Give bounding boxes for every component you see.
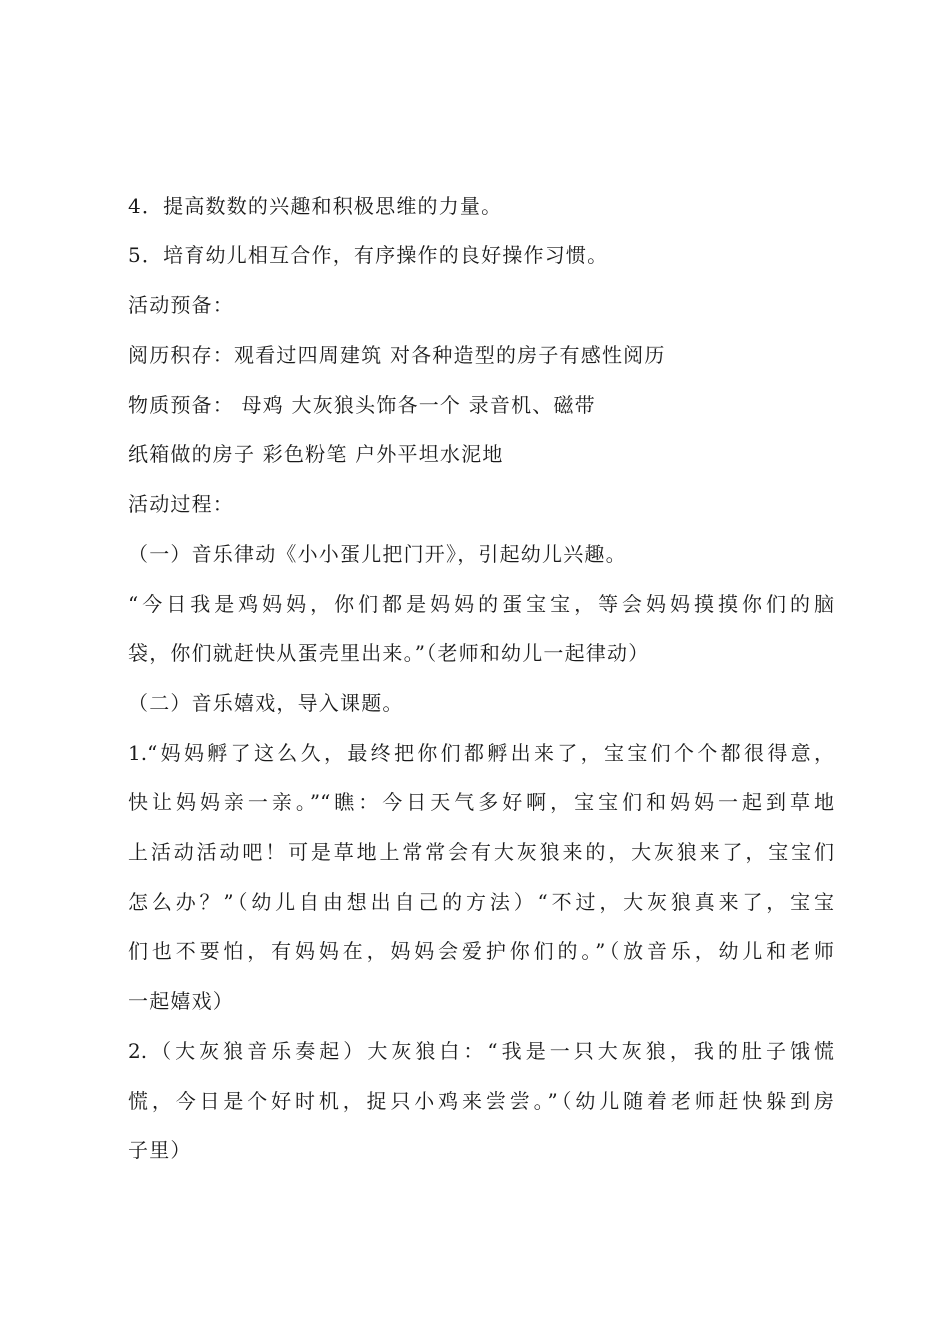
paragraph-line: 快让妈妈亲一亲。”“瞧：今日天气多好啊，宝宝们和妈妈一起到草地 [128,790,834,814]
experience-preparation: 阅历积存：观看过四周建筑 对各种造型的房子有感性阅历 [128,343,666,367]
goal-item-5: 5．培育幼儿相互合作，有序操作的良好操作习惯。 [128,243,609,267]
material-preparation: 物质预备： 母鸡 大灰狼头饰各一个 录音机、磁带 [128,393,596,417]
goal-item-4: 4．提高数数的兴趣和积极思维的力量。 [128,194,503,218]
paragraph-line: 袋，你们就赶快从蛋壳里出来。”（老师和幼儿一起律动） [128,641,650,665]
paragraph-line: 子里） [128,1138,192,1162]
paragraph-line: 2.（大灰狼音乐奏起）大灰狼白：“我是一只大灰狼，我的肚子饿慌 [128,1039,834,1063]
paragraph-line: 慌，今日是个好时机，捉只小鸡来尝尝。”（幼儿随着老师赶快躲到房 [128,1089,834,1113]
paragraph-line: 怎么办？”（幼儿自由想出自己的方法）“不过，大灰狼真来了，宝宝 [128,890,834,914]
step-2-heading: （二）音乐嬉戏，导入课题。 [128,691,404,715]
section-heading-process: 活动过程： [128,492,234,516]
paragraph-line: 一起嬉戏） [128,989,234,1013]
material-preparation-continued: 纸箱做的房子 彩色粉笔 户外平坦水泥地 [128,442,504,466]
paragraph-line: 1.“妈妈孵了这么久，最终把你们都孵出来了，宝宝们个个都很得意， [128,741,834,765]
paragraph-line: 们也不要怕，有妈妈在，妈妈会爱护你们的。”（放音乐，幼儿和老师 [128,939,834,963]
step-1-heading: （一）音乐律动《小小蛋儿把门开》，引起幼儿兴趣。 [128,542,627,566]
paragraph-line: “今日我是鸡妈妈，你们都是妈妈的蛋宝宝，等会妈妈摸摸你们的脑 [128,592,834,616]
paragraph-line: 上活动活动吧！可是草地上常常会有大灰狼来的，大灰狼来了，宝宝们 [128,840,834,864]
section-heading-preparation: 活动预备： [128,293,234,317]
